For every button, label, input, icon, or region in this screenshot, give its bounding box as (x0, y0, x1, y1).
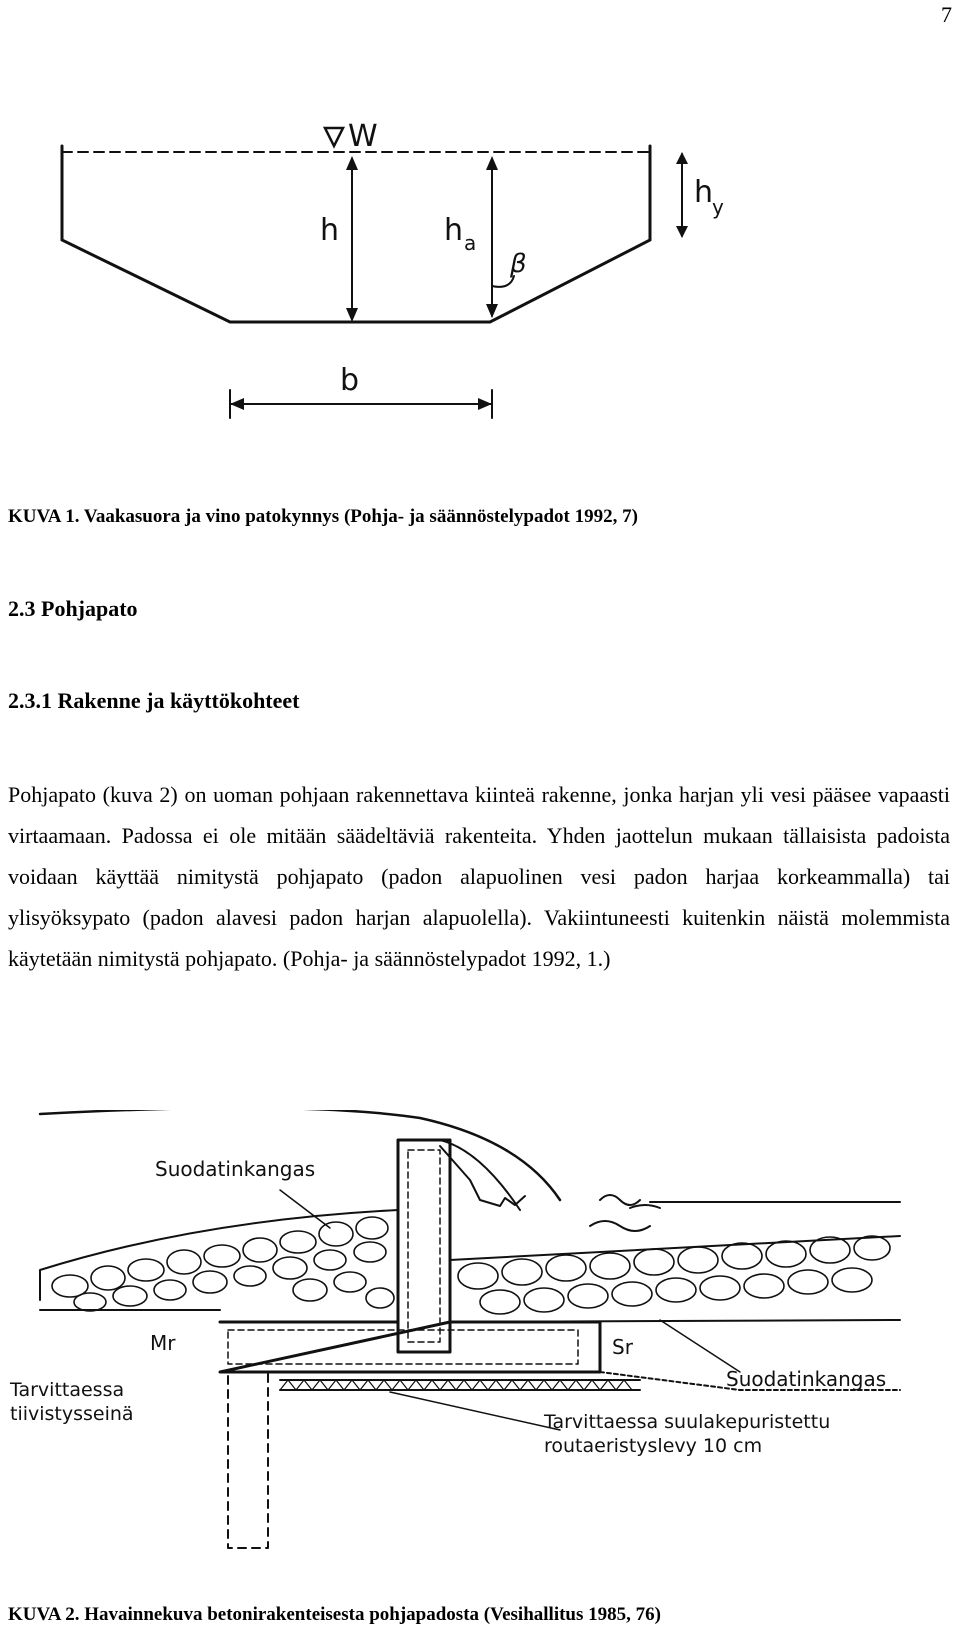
water-level-marker-icon (325, 128, 343, 146)
subsection-heading: 2.3.1 Rakenne ja käyttökohteet (8, 688, 300, 713)
label-filter-fabric-right: Suodatinkangas (726, 1367, 887, 1391)
label-filter-fabric-top: Suodatinkangas (155, 1157, 316, 1181)
pointer-line (390, 1392, 560, 1430)
figure2-caption: KUVA 2. Havainnekuva betonirakenteisesta pohjapadosta (Vesihallitus 1985, 76) (8, 1604, 661, 1625)
pointer-line (280, 1190, 330, 1228)
figure1-caption: KUVA 1. Vaakasuora ja vino patokynnys (Pohja- ja säännöstelypadot 1992, 7) (8, 506, 638, 527)
label-insulation-2: routaeristyslevy 10 cm (544, 1435, 763, 1457)
label-mr: Mr (150, 1331, 176, 1355)
cutoff-wall (228, 1372, 268, 1548)
weir-profile (62, 146, 650, 322)
label-sr: Sr (612, 1335, 633, 1359)
dam-wall (398, 1140, 450, 1352)
label-cutoff-wall-2: tiivistysseinä (10, 1403, 134, 1425)
label-beta: β (510, 249, 527, 279)
label-h: h (320, 213, 340, 248)
label-insulation-1: Tarvittaessa suulakepuristettu (544, 1411, 831, 1433)
page-number: 7 (941, 2, 952, 27)
label-hy-subscript: y (712, 195, 724, 219)
label-ha: h (444, 213, 464, 248)
pointer-line (660, 1320, 740, 1372)
label-ha-subscript: a (464, 231, 477, 255)
figure-bottom-weir-illustration (0, 1110, 960, 1610)
label-w: W (348, 119, 378, 154)
label-cutoff-wall-1: Tarvittaessa (10, 1379, 125, 1401)
label-b: b (340, 363, 360, 398)
body-paragraph: Pohjapato (kuva 2) on uoman pohjaan rakennettava kiinteä rakenne, jonka harjan yli vesi pääsee vapaasti virtaamaan. Padossa ei ole mitään säädeltäviä rakenteita. Yhden jaottelun mukaan tällaisista padoista voidaan käyttää nimitystä pohjapato (padon alapuolinen vesi padon harjaa korkeammalla) tai ylisyöksypato (padon alavesi padon harjan alapuolella). Vakiintuneesti kuitenkin näistä molemmista käytetään nimitystä pohjapato. (Pohja- ja säännöstelypadot 1992, 1.) (8, 782, 950, 971)
figure-weir-cross-section (40, 90, 740, 460)
label-hy: h (694, 175, 714, 210)
flow-curve (40, 1110, 560, 1200)
section-heading: 2.3 Pohjapato (8, 596, 138, 621)
upstream-stones (52, 1217, 394, 1311)
